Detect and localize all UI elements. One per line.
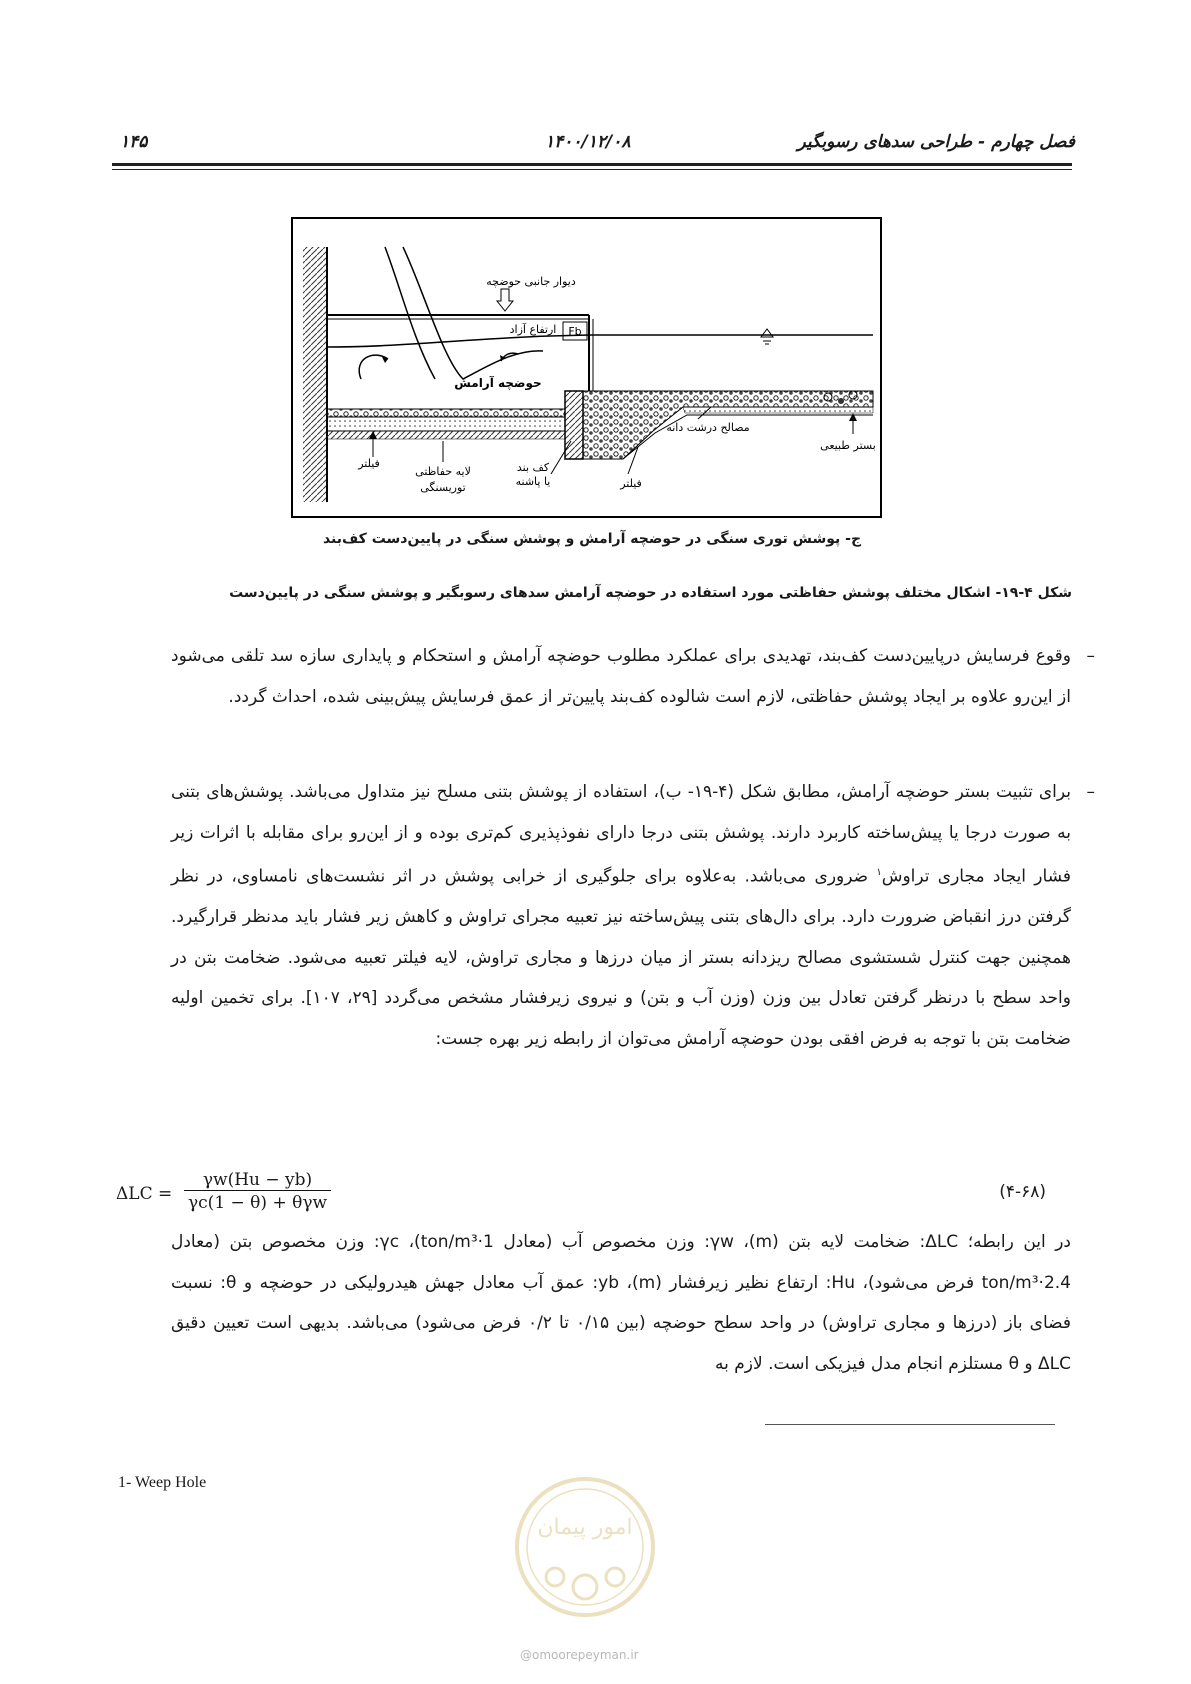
equation-lhs: ΔLC =	[116, 1184, 173, 1204]
watermark-logo	[510, 1472, 660, 1646]
paragraph-scour	[171, 636, 1095, 717]
figure-caption: شکل ۴-۱۹- اشکال مختلف پوشش حفاظتی مورد استفاده در حوضچه آرامش سدهای رسوبگیر و پوشش سنگی در پایین‌دست	[229, 585, 1072, 601]
stilling-basin-figure	[291, 217, 882, 518]
label-filter-left: فیلتر	[358, 457, 380, 470]
chapter-title: فصل چهارم - طراحی سدهای رسوبگیر	[797, 132, 1075, 152]
watermark-text: امور پیمان	[537, 1515, 633, 1540]
paragraph-concrete-lining	[171, 772, 1095, 1059]
label-heel: یا پاشنه	[515, 475, 551, 488]
equation-number: (۴-۶۸)	[999, 1182, 1046, 1202]
footnote-ref: ۱	[876, 867, 882, 878]
page-number: ۱۴۵	[120, 132, 148, 152]
header-rule	[112, 163, 1072, 166]
label-natural-bed: بستر طبیعی	[820, 439, 876, 452]
label-coarse-material: مصالح درشت دانه	[666, 421, 750, 434]
header-date: ۱۴۰۰/۱۲/۰۸	[545, 132, 631, 152]
equation-numerator: γw(Hu − yb)	[184, 1170, 331, 1191]
label-side-wall: دیوار جانبی حوضچه	[486, 275, 576, 288]
label-apron: کف بند	[516, 461, 550, 474]
equation-denominator: γc(1 − θ) + θγw	[188, 1193, 328, 1213]
label-protective-layer: لایه حفاظتی	[415, 465, 471, 478]
paragraph-scour-text: وقوع فرسایش درپایین‌دست کف‌بند، تهدیدی برای عملکرد مطلوب حوضچه آرامش و استحکام و پایداری سازه سد تلقی می‌شود از این‌رو علاوه بر ایجاد پوشش حفاظتی، لازم است شالوده کف‌بند پایین‌تر از عمق فرسایش پیش‌بینی شده، احداث گردد.	[171, 646, 1071, 707]
label-stilling-basin: حوضچه آرامش	[454, 376, 542, 390]
equation-fraction	[184, 1170, 331, 1213]
figure-sub-caption: ج- پوشش توری سنگی در حوضچه آرامش و پوشش سنگی در پایین‌دست کف‌بند	[322, 531, 862, 547]
label-freeboard: ارتفاع آزاد	[509, 323, 557, 336]
label-fb: Fb	[568, 325, 582, 338]
bullet-dash: –	[1086, 646, 1095, 666]
footnote: 1- Weep Hole	[118, 1474, 207, 1491]
watermark-url: @omoorepeyman.ir	[520, 1648, 639, 1662]
paragraph-concrete-text-a: برای تثبیت بستر حوضچه آرامش، مطابق شکل (۴-۱۹- ب)، استفاده از پوشش بتنی مسلح نیز متداول می‌باشد. پوشش‌های بتنی به صورت درجا یا پیش‌ساخته کاربرد دارند. پوشش بتنی درجا دارای نفوذپذیری کم‌تری بوده و از این‌رو برای مقابله با اثرات زیر فشار ایجاد مجاری تراوش	[171, 782, 1072, 887]
label-filter-right: فیلتر	[620, 477, 642, 490]
dam-wall	[303, 247, 327, 502]
paragraph-concrete-text-b: ضروری می‌باشد. به‌علاوه برای جلوگیری از خرابی پوشش در اثر نشست‌های نامساوی، در نظر گرفتن درز انقباض ضرورت دارد. برای دال‌های بتنی پیش‌ساخته نیز تعبیه مجرای تراوش و کاهش زیر فشار باید مدنظر قرارگیرد. همچنین جهت کنترل شستشوی مصالح ریزدانه بستر از میان درزها و مجاری تراوش، لایه فیلتر تعبیه می‌شود. ضخامت بتن در واحد سطح با درنظر گرفتن تعادل بین وزن (وزن آب و بتن) و نیروی زیرفشار مشخص می‌گردد [۲۹، ۱۰۷]. برای تخمین اولیه ضخامت بتن با توجه به فرض افقی بودن حوضچه آرامش می‌توان از رابطه زیر بهره جست:	[171, 866, 1071, 1049]
bullet-dash: –	[1086, 782, 1095, 802]
stilling-basin-diagram	[293, 219, 880, 516]
label-gabion: توریسنگی	[420, 481, 466, 494]
paragraph-definitions: در این رابطه؛ ΔLC: ضخامت لایه بتن (m)، γw: وزن مخصوص آب (معادل 1·ton/m³)، γc: وزن مخصوص بتن (معادل 2.4·ton/m³ فرض می‌شود)، Hu: ارتفاع نظیر زیرفشار (m)، yb: عمق آب معادل جهش هیدرولیکی در حوضچه و θ: نسبت فضای باز (درزها و مجاری تراوش) در واحد سطح حوضچه (بین ۰/۱۵ تا ۰/۲ فرض می‌شود) می‌باشد. بدیهی است تعیین دقیق ΔLC و θ مستلزم انجام مدل فیزیکی است. لازم به	[171, 1232, 1072, 1374]
header-rule-thin	[112, 169, 1072, 170]
footnote-rule	[765, 1424, 1055, 1425]
